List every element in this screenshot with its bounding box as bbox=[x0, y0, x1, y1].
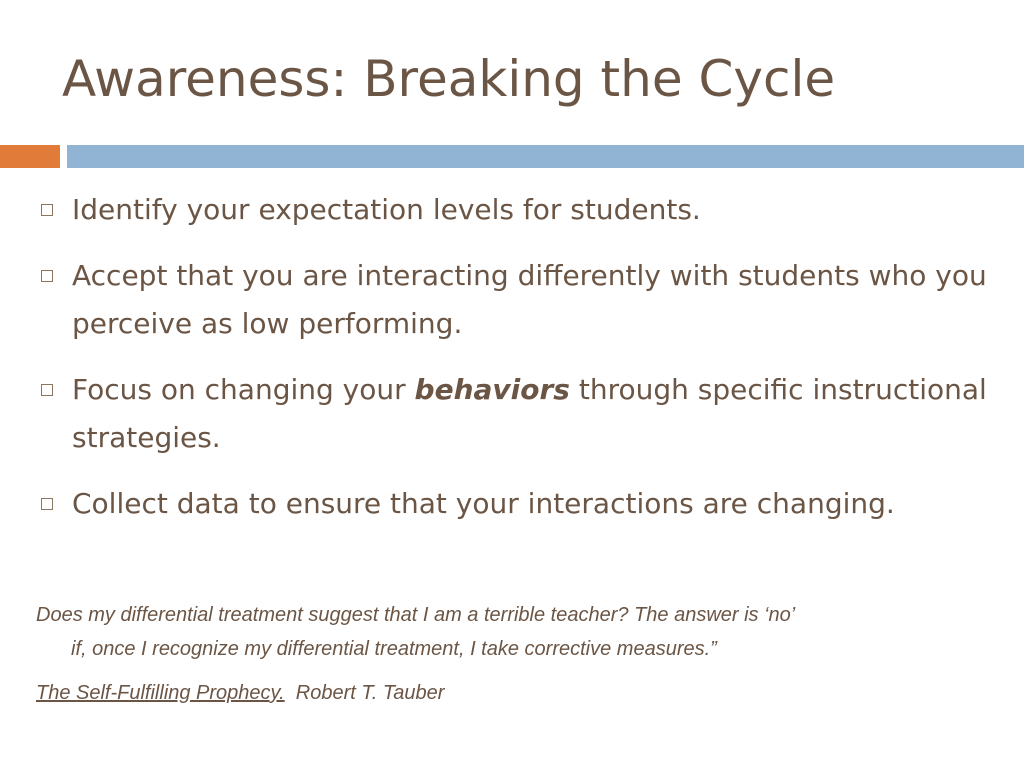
bullet-item-3 bbox=[36, 366, 996, 462]
quote-line-2: if, once I recognize my differential treatment, I take corrective measures.” bbox=[71, 638, 717, 660]
bullet-item-2 bbox=[36, 252, 996, 348]
square-bullet-icon bbox=[41, 384, 53, 396]
author-name: Robert T. Tauber bbox=[295, 682, 445, 704]
square-bullet-icon bbox=[41, 204, 53, 216]
slide-title: Awareness: Breaking the Cycle bbox=[62, 50, 836, 108]
orange-accent-bar bbox=[0, 145, 60, 168]
book-title: The Self-Fulfilling Prophecy. bbox=[36, 682, 285, 704]
bullet-item-1 bbox=[36, 186, 996, 234]
square-bullet-icon bbox=[41, 498, 53, 510]
bullet-text-before: Focus on changing your bbox=[72, 373, 415, 406]
emphasized-word: behaviors bbox=[414, 373, 570, 406]
bullet-item-4 bbox=[36, 480, 996, 528]
bullet-text: Collect data to ensure that your interactions are changing. bbox=[72, 487, 895, 520]
bullet-text: Identify your expectation levels for students. bbox=[72, 193, 701, 226]
citation bbox=[36, 676, 444, 710]
bullet-list bbox=[36, 186, 996, 546]
quote-line-1: Does my differential treatment suggest that I am a terrible teacher? The answer is ‘no’ bbox=[36, 604, 796, 626]
square-bullet-icon bbox=[41, 270, 53, 282]
bullet-text-after: through specific instructional strategies. bbox=[72, 373, 987, 454]
quote bbox=[36, 598, 1006, 666]
blue-divider-bar bbox=[67, 145, 1024, 168]
bullet-text: Accept that you are interacting differently with students who you perceive as low performing. bbox=[72, 259, 987, 340]
